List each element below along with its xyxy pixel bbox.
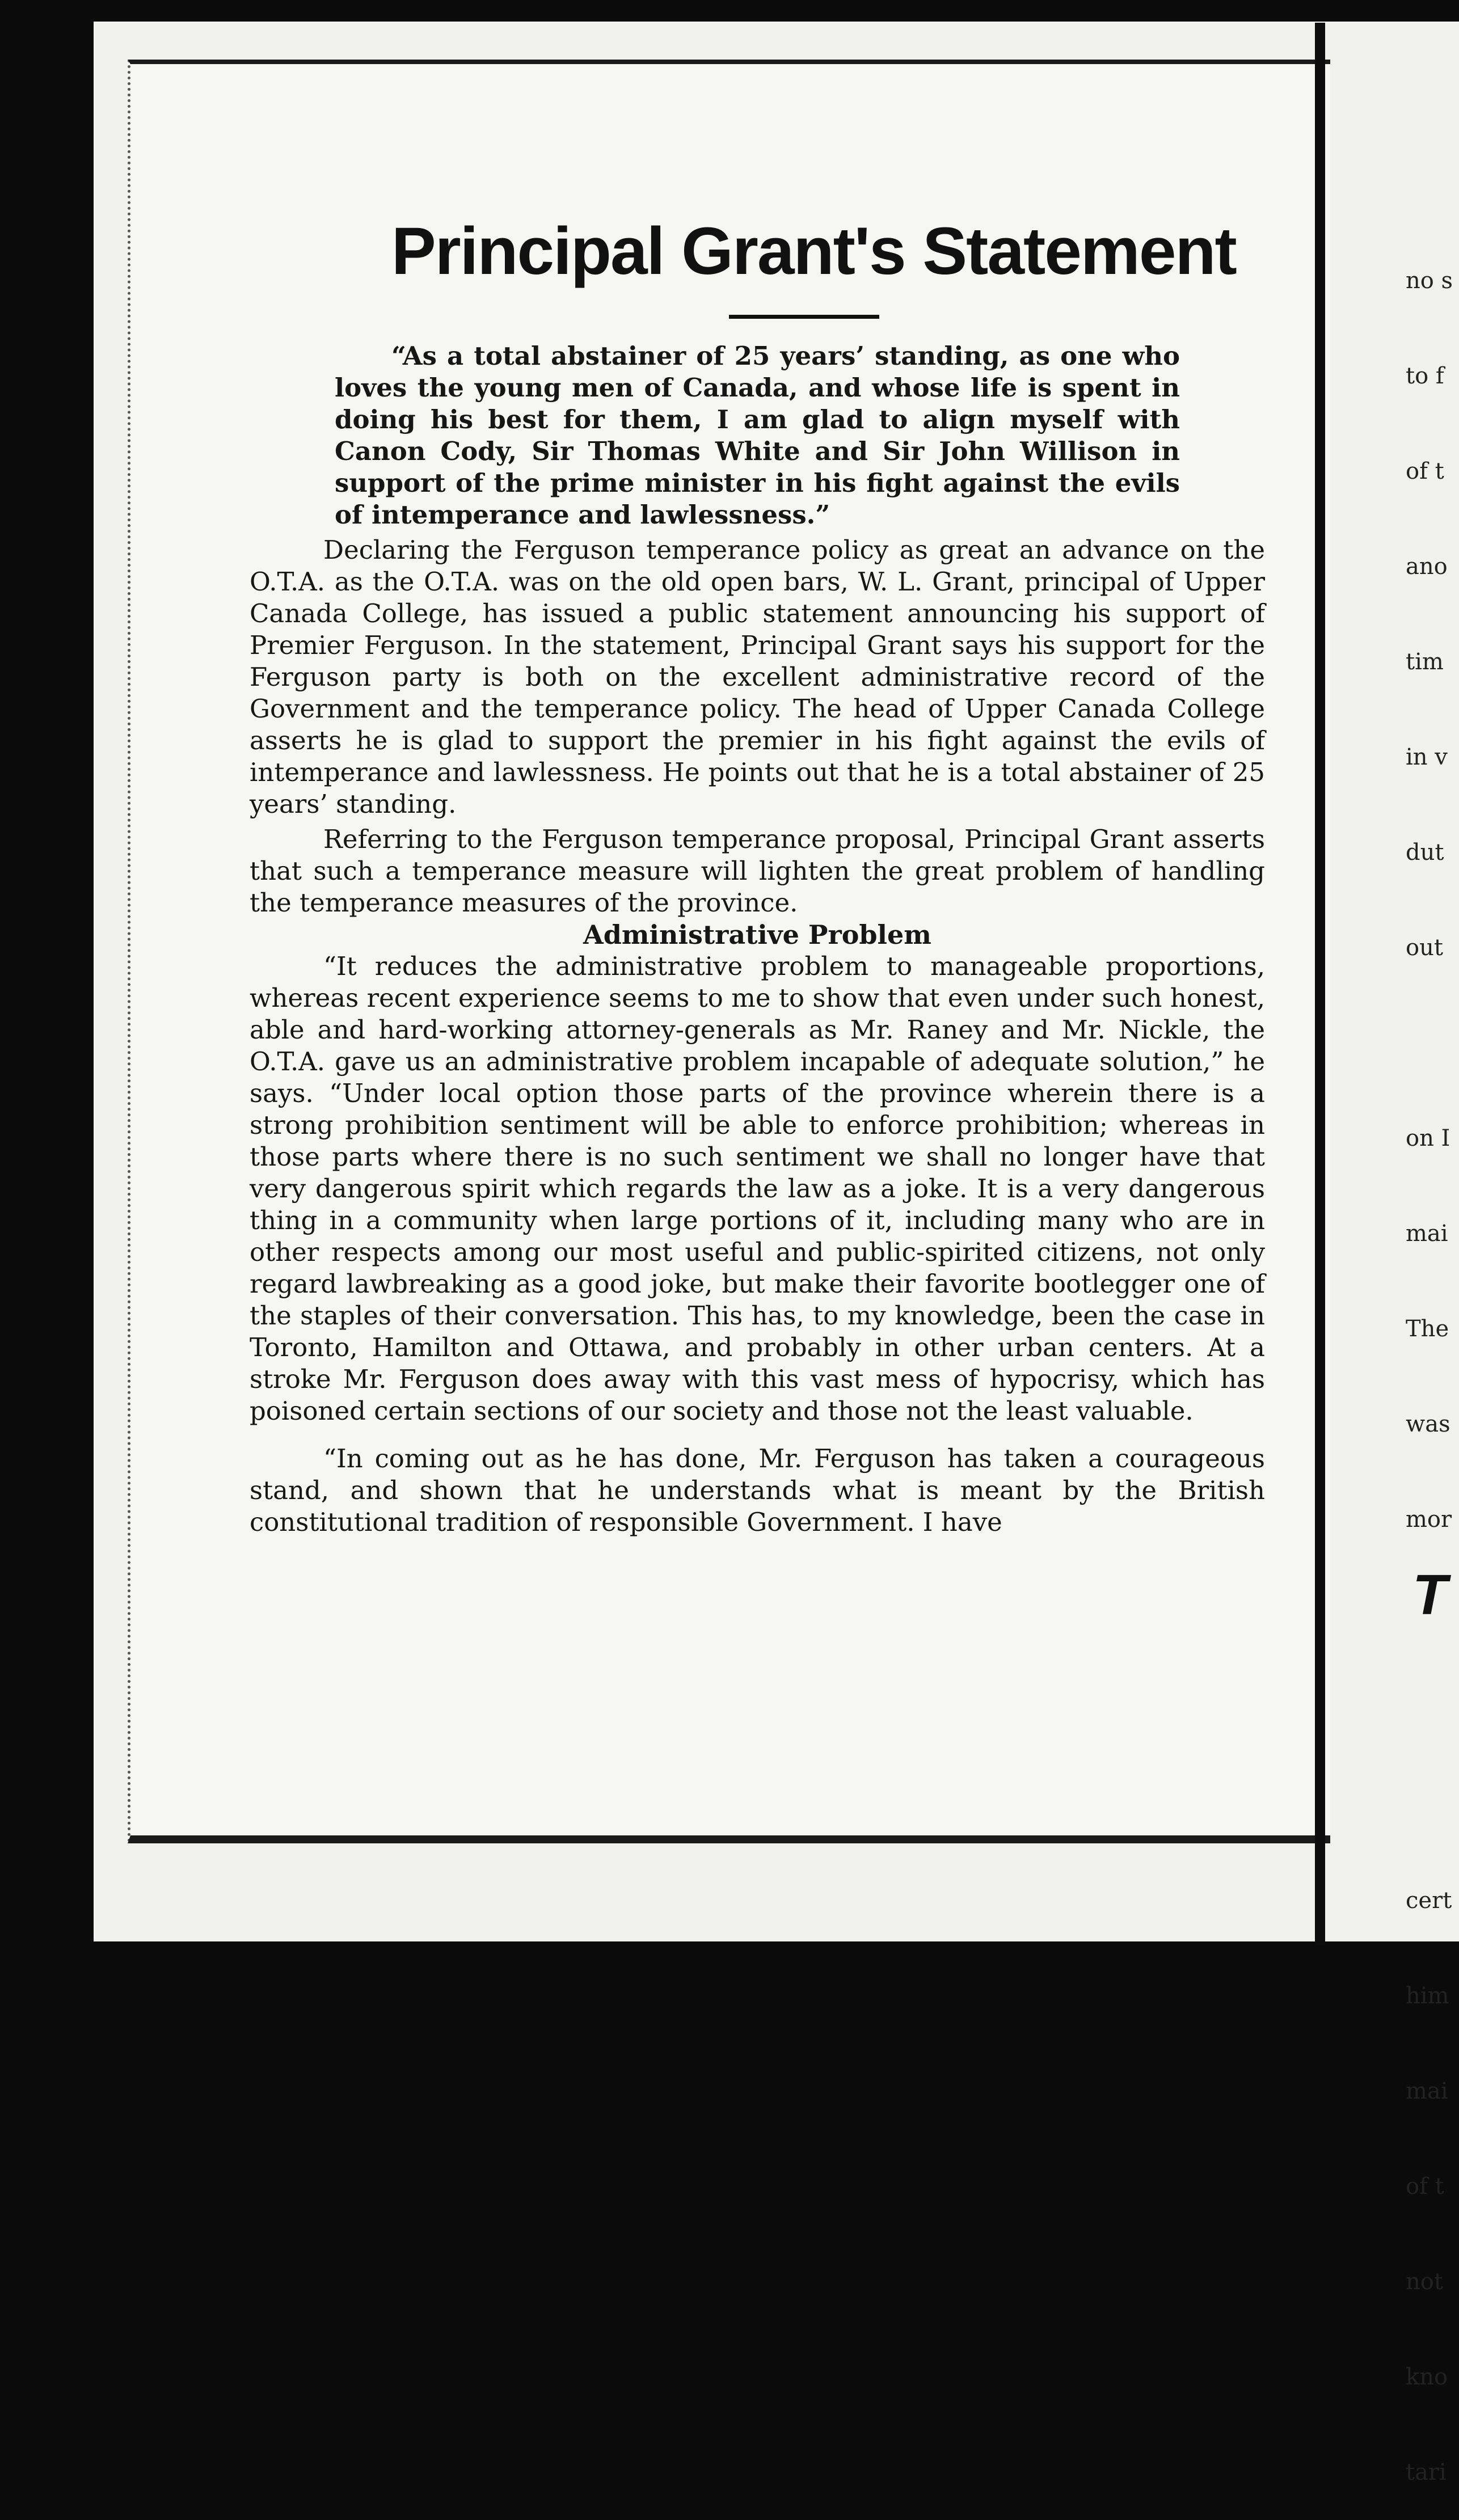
fragment-line: tari [1406,2459,1447,2485]
adjacent-column-fragment [1406,201,1459,2520]
fragment-line: to f [1406,363,1444,389]
fragment-line: mai [1406,2078,1448,2104]
fragment-line: cert [1406,1888,1452,1914]
fragment-line: The [1406,1316,1449,1342]
article-paragraph-3: “It reduces the administrative problem to manageable proportions, whereas recent experience seems to me to show that even under such honest, able and hard-working attorney-generals as Mr. Raney and Mr. Nickle, the O.T.A. gave us an administrative problem incapable of adequate solution,” he says. “Under local option those parts of the province wherein there is a strong prohibition sentiment will be able to enforce prohibition; whereas in those parts where there is no such sentiment we shall no longer have that very dangerous spirit which regards the law as a joke. It is a very dangerous thing in a community when large portions of it, including many who are in other respects among our most useful and public-spirited citizens, not only regard lawbreaking as a good joke, but make their favorite bootlegger one of the staples of their conversation. This has, to my knowledge, been the case in Toronto, Hamilton and Ottawa, and probably in other urban centers. At a stroke Mr. Ferguson does away with this vast mess of hypocrisy, which has poisoned certain sections of our society and those not the least valuable. [250,951,1265,1426]
lead-quote: “As a total abstainer of 25 years’ standing, as one who loves the young men of Canada, and whose life is spent in doing his best for them, I am glad to align myself with Canon Cody, Sir Thomas White and Sir John Willison in support of the prime minister in his fight against the evils of intemperance and lawlessness.” [335,341,1180,530]
fragment-line: ano [1406,554,1448,580]
fragment-line: no s [1406,268,1453,294]
fragment-line [1406,1694,1459,1726]
section-subheading: Administrative Problem [583,919,931,950]
fragment-line: out [1406,935,1443,961]
fragment-line: dut [1406,839,1444,866]
article-paragraph-2: Referring to the Ferguson temperance proposal, Principal Grant asserts that such a temperance measure will lighten the great problem of handling the temperance measures of the province. [250,824,1265,918]
fragment-line: of t [1406,2173,1444,2200]
column-fold [1315,23,1325,1945]
fragment-line: him [1406,1983,1449,2009]
fragment-line: was [1406,1411,1450,1437]
fragment-line [1406,1027,1459,1059]
article-paragraph-1: Declaring the Ferguson temperance policy as great an advance on the O.T.A. as the O.T.A. was on the old open bars, W. L. Grant, principal of Upper Canada College, has issued a public statement announcing his support of Premier Ferguson. In the statement, Principal Grant says his support for the Ferguson party is both on the excellent administrative record of the Government and the temperance policy. The head of Upper Canada College asserts he is glad to support the premier in his fight against the evils of intemperance and lawlessness. He points out that he is a total abstainer of 25 years’ standing. [250,535,1265,819]
article-paragraph-4: “In coming out as he has done, Mr. Ferguson has taken a courageous stand, and shown that he understands what is meant by the British constitutional tradition of responsible Government. I have [250,1443,1265,1537]
fragment-line: of t [1406,458,1444,484]
fragment-line: tim [1406,649,1444,675]
fragment-line: not [1406,2269,1443,2295]
title-rule [729,315,879,319]
fragment-line [1406,1789,1459,1821]
fragment-line: mor [1406,1506,1452,1533]
fragment-line: in v [1406,744,1448,770]
article-title: Principal Grant's Statement [391,214,1236,289]
article-body [250,340,1265,1538]
fragment-line: mai [1406,1221,1448,1247]
fragment-line: on I [1406,1125,1450,1151]
fragment-line: kno [1406,2364,1448,2390]
adjacent-headline-fragment: T [1412,1563,1448,1627]
